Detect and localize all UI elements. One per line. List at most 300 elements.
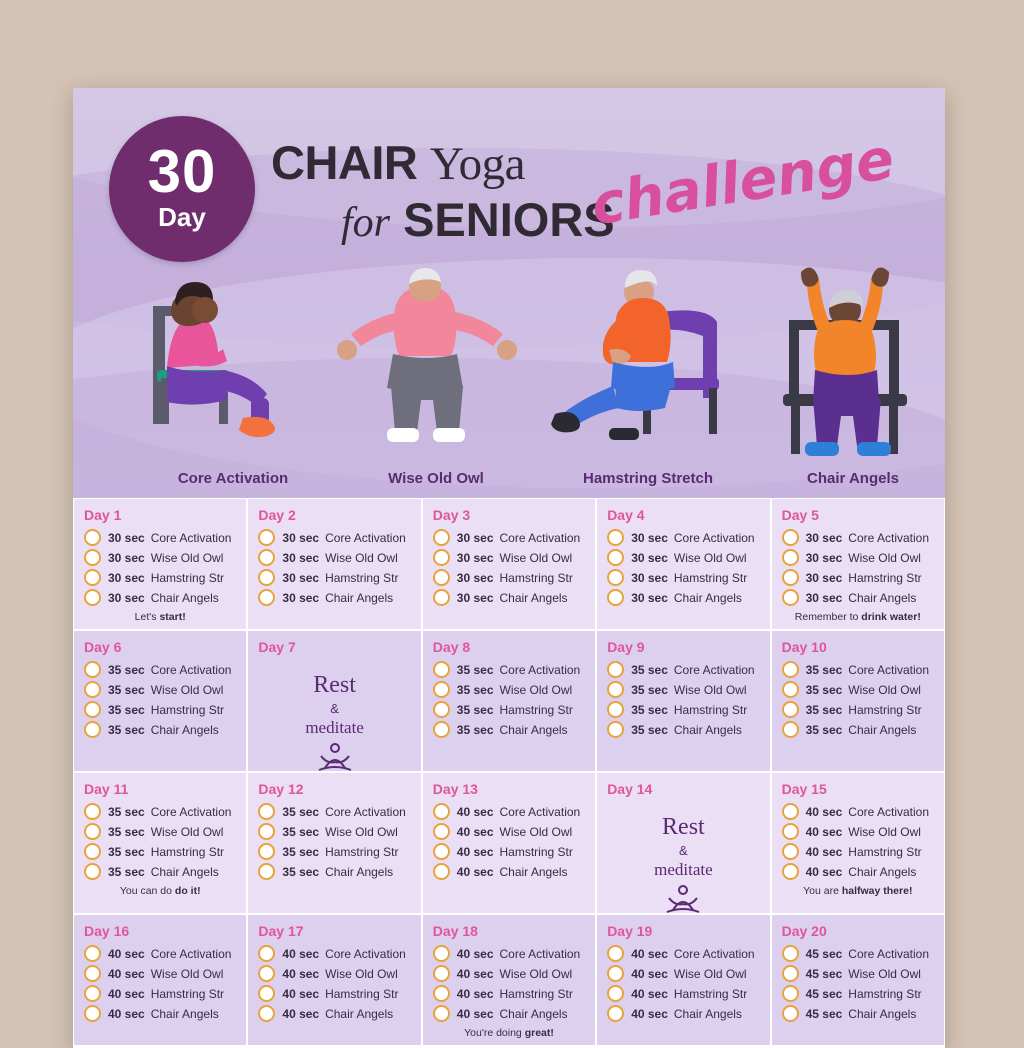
task-name: Chair Angels bbox=[150, 1006, 219, 1021]
checkbox-circle[interactable] bbox=[782, 549, 799, 566]
task-name: Wise Old Owl bbox=[150, 966, 224, 981]
title-seniors: SENIORS bbox=[403, 193, 615, 246]
task-row[interactable] bbox=[607, 965, 759, 982]
checkbox-circle[interactable] bbox=[433, 701, 450, 718]
task-row[interactable] bbox=[607, 589, 759, 606]
figure-caption: Wise Old Owl bbox=[388, 470, 484, 487]
task-duration: 35 sec bbox=[456, 682, 494, 697]
checkbox-circle[interactable] bbox=[433, 549, 450, 566]
checkbox-circle[interactable] bbox=[607, 965, 624, 982]
day-note: You're doing great! bbox=[464, 1027, 554, 1039]
task-name: Core Activation bbox=[325, 804, 406, 819]
checkbox-circle[interactable] bbox=[607, 549, 624, 566]
checkbox-circle[interactable] bbox=[258, 569, 275, 586]
task-row[interactable] bbox=[433, 985, 585, 1002]
task-row[interactable] bbox=[84, 549, 236, 566]
figure-core-activation bbox=[131, 258, 331, 487]
task-duration: 35 sec bbox=[282, 824, 320, 839]
checkbox-circle[interactable] bbox=[433, 529, 450, 546]
checkbox-circle[interactable] bbox=[258, 965, 275, 982]
rest-line-2: & bbox=[330, 701, 339, 716]
task-row[interactable] bbox=[258, 589, 410, 606]
task-row[interactable] bbox=[782, 529, 934, 546]
task-duration: 35 sec bbox=[805, 682, 843, 697]
task-duration: 30 sec bbox=[631, 570, 668, 585]
task-name: Chair Angels bbox=[499, 1006, 568, 1021]
checkbox-circle[interactable] bbox=[433, 945, 450, 962]
task-name: Wise Old Owl bbox=[499, 682, 573, 697]
task-row[interactable] bbox=[782, 549, 934, 566]
day-label: Day 14 bbox=[607, 781, 653, 797]
task-name: Chair Angels bbox=[150, 590, 219, 605]
rest-line-1: Rest bbox=[662, 814, 705, 840]
task-name: Chair Angels bbox=[150, 864, 219, 879]
checkbox-circle[interactable] bbox=[84, 985, 101, 1002]
task-name: Hamstring Str bbox=[673, 702, 748, 717]
checkbox-circle[interactable] bbox=[84, 843, 101, 860]
checkbox-circle[interactable] bbox=[782, 681, 799, 698]
task-duration: 40 sec bbox=[456, 864, 494, 879]
day-cell[interactable] bbox=[73, 772, 247, 914]
task-name: Hamstring Str bbox=[673, 570, 748, 585]
task-name: Chair Angels bbox=[499, 864, 568, 879]
checkbox-circle[interactable] bbox=[433, 843, 450, 860]
day-cell[interactable] bbox=[771, 630, 945, 772]
task-name: Core Activation bbox=[150, 946, 232, 961]
day-note: You can do do it! bbox=[119, 885, 201, 897]
checkbox-circle[interactable] bbox=[782, 1005, 799, 1022]
task-duration: 40 sec bbox=[108, 1006, 145, 1021]
task-duration: 45 sec bbox=[805, 1006, 843, 1021]
task-name: Wise Old Owl bbox=[673, 682, 747, 697]
rest-line-3: meditate bbox=[654, 860, 713, 879]
day-label: Day 15 bbox=[781, 781, 827, 797]
task-duration: 35 sec bbox=[631, 702, 668, 717]
task-name: Hamstring Str bbox=[325, 986, 399, 1001]
day-cell[interactable] bbox=[771, 914, 945, 1046]
checkbox-circle[interactable] bbox=[782, 589, 799, 606]
checkbox-circle[interactable] bbox=[258, 589, 275, 606]
task-row[interactable] bbox=[433, 1005, 585, 1022]
day-cell[interactable] bbox=[247, 772, 421, 914]
task-row[interactable] bbox=[782, 843, 934, 860]
checkbox-circle[interactable] bbox=[782, 721, 799, 738]
task-duration: 40 sec bbox=[456, 1006, 494, 1021]
task-duration: 35 sec bbox=[805, 702, 843, 717]
checkbox-circle[interactable] bbox=[258, 803, 275, 820]
task-duration: 35 sec bbox=[631, 662, 668, 677]
checkbox-circle[interactable] bbox=[84, 965, 101, 982]
task-duration: 40 sec bbox=[805, 844, 843, 859]
task-row[interactable] bbox=[607, 945, 759, 962]
task-name: Chair Angels bbox=[325, 864, 394, 879]
task-duration: 40 sec bbox=[108, 946, 145, 961]
task-row[interactable] bbox=[782, 589, 934, 606]
task-duration: 40 sec bbox=[282, 966, 320, 981]
task-row[interactable] bbox=[433, 965, 585, 982]
task-name: Wise Old Owl bbox=[499, 824, 573, 839]
task-duration: 40 sec bbox=[456, 966, 494, 981]
checkbox-circle[interactable] bbox=[782, 661, 799, 678]
day-cell[interactable] bbox=[247, 914, 421, 1046]
checkbox-circle[interactable] bbox=[258, 1005, 275, 1022]
task-duration: 35 sec bbox=[108, 702, 145, 717]
checkbox-circle[interactable] bbox=[782, 529, 799, 546]
task-row[interactable] bbox=[607, 985, 759, 1002]
task-name: Core Activation bbox=[150, 662, 232, 677]
task-row[interactable] bbox=[258, 1005, 410, 1022]
task-name: Chair Angels bbox=[673, 1006, 742, 1021]
task-row[interactable] bbox=[84, 985, 236, 1002]
task-duration: 40 sec bbox=[456, 844, 494, 859]
checkbox-circle[interactable] bbox=[782, 823, 799, 840]
task-row[interactable] bbox=[782, 985, 934, 1002]
task-name: Core Activation bbox=[150, 804, 232, 819]
badge-day-label: Day bbox=[158, 202, 206, 232]
task-row[interactable] bbox=[84, 823, 236, 840]
checkbox-circle[interactable] bbox=[258, 529, 275, 546]
title-chair: CHAIR bbox=[271, 136, 418, 189]
task-row[interactable] bbox=[84, 589, 236, 606]
task-duration: 30 sec bbox=[108, 530, 145, 545]
checkbox-circle[interactable] bbox=[433, 1005, 450, 1022]
task-duration: 30 sec bbox=[631, 550, 668, 565]
task-row[interactable] bbox=[84, 529, 236, 546]
task-duration: 30 sec bbox=[631, 590, 668, 605]
task-name: Wise Old Owl bbox=[673, 550, 747, 565]
task-row[interactable] bbox=[607, 569, 759, 586]
day-cell[interactable] bbox=[73, 914, 247, 1046]
task-duration: 35 sec bbox=[108, 682, 145, 697]
task-row[interactable] bbox=[782, 965, 934, 982]
task-row[interactable] bbox=[782, 1005, 934, 1022]
task-row[interactable] bbox=[782, 661, 934, 678]
checkbox-circle[interactable] bbox=[84, 701, 101, 718]
checkbox-circle[interactable] bbox=[607, 681, 624, 698]
day-count-badge bbox=[109, 116, 255, 262]
figure-hamstring-stretch bbox=[543, 258, 743, 487]
rest-day-block bbox=[607, 803, 759, 929]
task-duration: 30 sec bbox=[282, 530, 320, 545]
checkbox-circle[interactable] bbox=[607, 569, 624, 586]
task-row[interactable] bbox=[433, 701, 585, 718]
figure-caption: Hamstring Stretch bbox=[582, 470, 714, 487]
checkbox-circle[interactable] bbox=[607, 661, 624, 678]
task-duration: 35 sec bbox=[805, 722, 843, 737]
task-row[interactable] bbox=[258, 843, 410, 860]
task-row[interactable] bbox=[84, 701, 236, 718]
task-row[interactable] bbox=[433, 549, 585, 566]
checkbox-circle[interactable] bbox=[782, 701, 799, 718]
task-duration: 30 sec bbox=[456, 590, 494, 605]
task-row[interactable] bbox=[84, 1005, 236, 1022]
checkbox-circle[interactable] bbox=[433, 569, 450, 586]
day-cell[interactable] bbox=[247, 498, 421, 630]
day-label: Day 6 bbox=[84, 639, 122, 655]
checkbox-circle[interactable] bbox=[84, 1005, 101, 1022]
checkbox-circle[interactable] bbox=[258, 985, 275, 1002]
day-note: Let's start! bbox=[134, 611, 186, 623]
figure-chair-angels bbox=[753, 258, 945, 487]
task-row[interactable] bbox=[84, 945, 236, 962]
task-name: Hamstring Str bbox=[499, 844, 573, 859]
task-duration: 35 sec bbox=[456, 662, 494, 677]
day-cell[interactable] bbox=[247, 630, 421, 772]
checkbox-circle[interactable] bbox=[607, 529, 624, 546]
checkbox-circle[interactable] bbox=[433, 589, 450, 606]
task-row[interactable] bbox=[433, 823, 585, 840]
task-name: Core Activation bbox=[848, 662, 930, 677]
day-label: Day 1 bbox=[84, 507, 122, 523]
task-row[interactable] bbox=[782, 823, 934, 840]
day-label: Day 5 bbox=[781, 507, 819, 523]
task-row[interactable] bbox=[607, 701, 759, 718]
task-row[interactable] bbox=[258, 549, 410, 566]
seated-woman-leg-extended-figure bbox=[543, 258, 773, 458]
day-label: Day 10 bbox=[781, 639, 827, 655]
task-name: Wise Old Owl bbox=[325, 550, 398, 565]
task-row[interactable] bbox=[433, 589, 585, 606]
title-challenge: challenge bbox=[586, 126, 899, 239]
task-row[interactable] bbox=[782, 945, 934, 962]
checkbox-circle[interactable] bbox=[84, 803, 101, 820]
day-label: Day 13 bbox=[432, 781, 478, 797]
task-duration: 30 sec bbox=[108, 590, 145, 605]
day-label: Day 3 bbox=[432, 507, 471, 523]
task-duration: 35 sec bbox=[456, 722, 494, 737]
task-row[interactable] bbox=[607, 1005, 759, 1022]
task-name: Chair Angels bbox=[848, 1006, 917, 1021]
checkbox-circle[interactable] bbox=[607, 589, 624, 606]
checkbox-circle[interactable] bbox=[607, 701, 624, 718]
task-name: Wise Old Owl bbox=[848, 550, 921, 565]
task-name: Chair Angels bbox=[499, 590, 568, 605]
task-name: Core Activation bbox=[673, 530, 755, 545]
task-duration: 40 sec bbox=[805, 804, 843, 819]
task-name: Hamstring Str bbox=[499, 570, 573, 585]
checkbox-circle[interactable] bbox=[258, 945, 275, 962]
day-label: Day 20 bbox=[781, 923, 827, 939]
task-duration: 30 sec bbox=[282, 590, 320, 605]
day-label: Day 12 bbox=[258, 781, 304, 797]
task-row[interactable] bbox=[84, 843, 236, 860]
task-name: Wise Old Owl bbox=[499, 550, 573, 565]
task-name: Hamstring Str bbox=[499, 986, 573, 1001]
checkbox-circle[interactable] bbox=[782, 863, 799, 880]
figure-row bbox=[73, 258, 945, 498]
task-duration: 35 sec bbox=[108, 864, 145, 879]
task-row[interactable] bbox=[84, 803, 236, 820]
checkbox-circle[interactable] bbox=[258, 549, 275, 566]
task-duration: 35 sec bbox=[282, 844, 320, 859]
task-row[interactable] bbox=[433, 681, 585, 698]
task-row[interactable] bbox=[84, 681, 236, 698]
task-row[interactable] bbox=[258, 569, 410, 586]
task-duration: 40 sec bbox=[456, 824, 494, 839]
task-row[interactable] bbox=[607, 721, 759, 738]
checkbox-circle[interactable] bbox=[607, 945, 624, 962]
checkbox-circle[interactable] bbox=[84, 589, 101, 606]
day-note: Remember to drink water! bbox=[794, 611, 921, 623]
checkbox-circle[interactable] bbox=[84, 681, 101, 698]
task-name: Chair Angels bbox=[325, 1006, 394, 1021]
task-row[interactable] bbox=[258, 945, 410, 962]
task-row[interactable] bbox=[84, 965, 236, 982]
task-duration: 40 sec bbox=[282, 986, 320, 1001]
checkbox-circle[interactable] bbox=[433, 985, 450, 1002]
task-row[interactable] bbox=[607, 661, 759, 678]
task-name: Hamstring Str bbox=[848, 570, 922, 585]
checkbox-circle[interactable] bbox=[84, 529, 101, 546]
checkbox-circle[interactable] bbox=[433, 661, 450, 678]
task-row[interactable] bbox=[607, 549, 759, 566]
checkbox-circle[interactable] bbox=[84, 569, 101, 586]
checkbox-circle[interactable] bbox=[258, 843, 275, 860]
day-cell[interactable] bbox=[73, 498, 247, 630]
poster-header bbox=[73, 88, 945, 498]
day-cell[interactable] bbox=[771, 498, 945, 630]
day-cell[interactable] bbox=[422, 498, 596, 630]
task-row[interactable] bbox=[782, 803, 934, 820]
task-duration: 30 sec bbox=[108, 570, 145, 585]
task-row[interactable] bbox=[258, 965, 410, 982]
checkbox-circle[interactable] bbox=[258, 863, 275, 880]
checkbox-circle[interactable] bbox=[607, 985, 624, 1002]
checkbox-circle[interactable] bbox=[607, 1005, 624, 1022]
rest-day-block bbox=[258, 661, 410, 787]
task-row[interactable] bbox=[258, 985, 410, 1002]
day-label: Day 2 bbox=[258, 507, 296, 523]
checkbox-circle[interactable] bbox=[433, 863, 450, 880]
task-row[interactable] bbox=[258, 823, 410, 840]
checkbox-circle[interactable] bbox=[433, 803, 450, 820]
checkbox-circle[interactable] bbox=[84, 721, 101, 738]
seated-man-arms-open-figure bbox=[321, 258, 551, 458]
task-duration: 40 sec bbox=[631, 946, 668, 961]
seated-woman-figure bbox=[131, 258, 331, 458]
day-cell[interactable] bbox=[422, 630, 596, 772]
checkbox-circle[interactable] bbox=[84, 661, 101, 678]
task-duration: 40 sec bbox=[108, 966, 145, 981]
day-label: Day 19 bbox=[607, 923, 653, 939]
checkbox-circle[interactable] bbox=[782, 945, 799, 962]
task-duration: 40 sec bbox=[631, 966, 668, 981]
task-name: Wise Old Owl bbox=[325, 966, 398, 981]
task-row[interactable] bbox=[84, 863, 236, 880]
checkbox-circle[interactable] bbox=[84, 863, 101, 880]
checkbox-circle[interactable] bbox=[84, 823, 101, 840]
checkbox-circle[interactable] bbox=[782, 965, 799, 982]
task-row[interactable] bbox=[607, 681, 759, 698]
checkbox-circle[interactable] bbox=[433, 965, 450, 982]
task-name: Core Activation bbox=[150, 530, 232, 545]
day-label: Day 17 bbox=[258, 923, 304, 939]
task-row[interactable] bbox=[84, 721, 236, 738]
task-name: Hamstring Str bbox=[673, 986, 748, 1001]
task-duration: 45 sec bbox=[805, 986, 843, 1001]
day-cell[interactable] bbox=[73, 630, 247, 772]
task-row[interactable] bbox=[433, 863, 585, 880]
task-row[interactable] bbox=[607, 529, 759, 546]
day-cell[interactable] bbox=[596, 914, 770, 1046]
day-label: Day 4 bbox=[607, 507, 645, 523]
task-duration: 30 sec bbox=[456, 570, 494, 585]
checkbox-circle[interactable] bbox=[433, 823, 450, 840]
task-name: Hamstring Str bbox=[499, 702, 573, 717]
task-row[interactable] bbox=[84, 661, 236, 678]
task-duration: 35 sec bbox=[282, 804, 320, 819]
checkbox-circle[interactable] bbox=[782, 985, 799, 1002]
task-name: Chair Angels bbox=[673, 722, 742, 737]
day-cell[interactable] bbox=[596, 498, 770, 630]
day-label: Day 18 bbox=[432, 923, 478, 939]
rest-line-3: meditate bbox=[305, 718, 364, 737]
task-name: Wise Old Owl bbox=[848, 966, 921, 981]
figure-caption: Core Activation bbox=[177, 470, 289, 487]
checkbox-circle[interactable] bbox=[782, 569, 799, 586]
task-row[interactable] bbox=[258, 803, 410, 820]
task-duration: 35 sec bbox=[631, 722, 668, 737]
task-name: Core Activation bbox=[325, 530, 406, 545]
task-row[interactable] bbox=[433, 945, 585, 962]
task-name: Chair Angels bbox=[848, 864, 917, 879]
task-name: Core Activation bbox=[499, 804, 581, 819]
task-row[interactable] bbox=[433, 569, 585, 586]
task-row[interactable] bbox=[433, 661, 585, 678]
task-row[interactable] bbox=[258, 529, 410, 546]
task-duration: 35 sec bbox=[631, 682, 668, 697]
page-title bbox=[271, 126, 899, 252]
checkbox-circle[interactable] bbox=[607, 721, 624, 738]
day-cell[interactable] bbox=[771, 772, 945, 914]
task-name: Wise Old Owl bbox=[499, 966, 573, 981]
task-duration: 30 sec bbox=[282, 550, 320, 565]
checkbox-circle[interactable] bbox=[258, 823, 275, 840]
day-cell[interactable] bbox=[596, 630, 770, 772]
task-name: Hamstring Str bbox=[325, 570, 399, 585]
day-cell[interactable] bbox=[422, 772, 596, 914]
task-row[interactable] bbox=[433, 721, 585, 738]
task-duration: 35 sec bbox=[108, 844, 145, 859]
task-name: Hamstring Str bbox=[848, 986, 922, 1001]
task-name: Core Activation bbox=[848, 946, 930, 961]
meditation-icon bbox=[663, 884, 703, 918]
task-row[interactable] bbox=[258, 863, 410, 880]
task-name: Wise Old Owl bbox=[848, 682, 921, 697]
checkbox-circle[interactable] bbox=[433, 721, 450, 738]
checkbox-circle[interactable] bbox=[782, 843, 799, 860]
task-duration: 40 sec bbox=[456, 804, 494, 819]
task-row[interactable] bbox=[433, 529, 585, 546]
task-row[interactable] bbox=[433, 843, 585, 860]
task-duration: 30 sec bbox=[456, 550, 494, 565]
task-row[interactable] bbox=[782, 701, 934, 718]
task-row[interactable] bbox=[782, 681, 934, 698]
checkbox-circle[interactable] bbox=[782, 803, 799, 820]
task-duration: 30 sec bbox=[805, 590, 843, 605]
day-cell[interactable] bbox=[422, 914, 596, 1046]
task-row[interactable] bbox=[782, 721, 934, 738]
task-row[interactable] bbox=[782, 569, 934, 586]
task-row[interactable] bbox=[84, 569, 236, 586]
checkbox-circle[interactable] bbox=[433, 681, 450, 698]
task-row[interactable] bbox=[782, 863, 934, 880]
day-cell[interactable] bbox=[596, 772, 770, 914]
task-row[interactable] bbox=[433, 803, 585, 820]
day-label: Day 8 bbox=[432, 639, 471, 655]
checkbox-circle[interactable] bbox=[84, 549, 101, 566]
checkbox-circle[interactable] bbox=[84, 945, 101, 962]
